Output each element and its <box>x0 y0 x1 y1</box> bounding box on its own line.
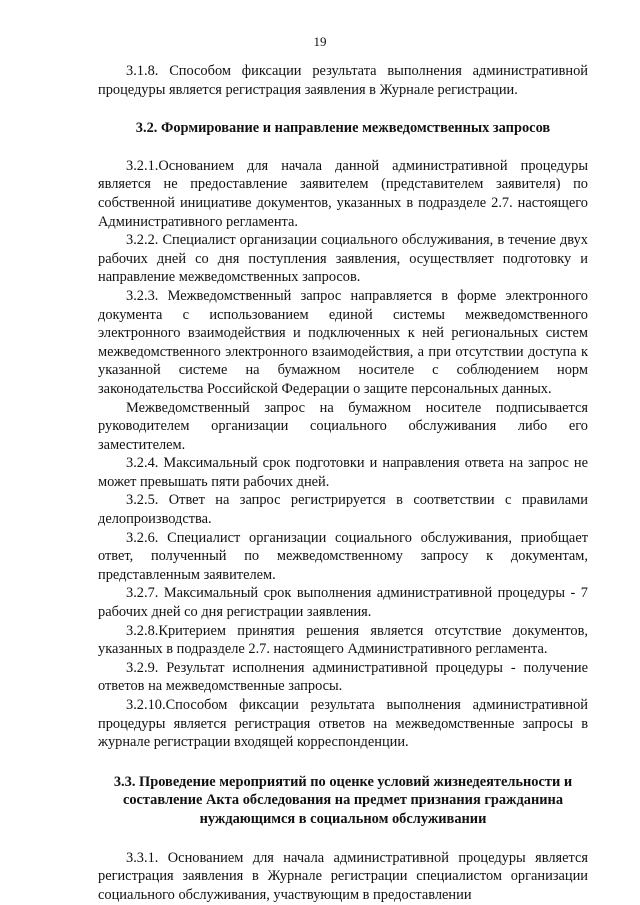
section-heading-3-3: 3.3. Проведение мероприятий по оценке условий жизнедеятельности и составление Акта обследования на предмет признания гражданина нуждающимся в социальном обслуживании <box>113 773 573 827</box>
paragraph-3-2-3: 3.2.3. Межведомственный запрос направляется в форме электронного документа с использованием единой системы межведомственного электронного взаимодействия и подключенных к ней региональных систем межведомственного электронного взаимодействия, а при отсутствии доступа к указанной системе на бумажном носителе с соблюдением норм законодательства Российской Федерации о защите персональных данных. <box>98 287 588 397</box>
page-number: 19 <box>313 34 327 49</box>
paragraph-3-2-6: 3.2.6. Специалист организации социального обслуживания, приобщает ответ, полученный по межведомственному запросу к документам, представленным заявителем. <box>98 529 588 583</box>
paragraph-3-2-1: 3.2.1.Основанием для начала данной административной процедуры является не предоставление заявителем (представителем заявителя) по собственной инициативе документов, указанных в подразделе 2.7. настоящего Административного регламента. <box>98 157 588 230</box>
document-body <box>98 62 588 904</box>
paragraph-paper-request: Межведомственный запрос на бумажном носителе подписывается руководителем организации социального обслуживания либо его заместителем. <box>98 399 588 453</box>
paragraph-3-2-9: 3.2.9. Результат исполнения административной процедуры - получение ответов на межведомственные запросы. <box>98 659 588 695</box>
section-heading-3-2: 3.2. Формирование и направление межведомственных запросов <box>135 120 551 137</box>
paragraph-3-2-4: 3.2.4. Максимальный срок подготовки и направления ответа на запрос не может превышать пяти рабочих дней. <box>98 455 588 490</box>
paragraph-3-2-2: 3.2.2. Специалист организации социального обслуживания, в течение двух рабочих дней со дня поступления заявления, осуществляет подготовку и направление межведомственных запросов. <box>98 232 588 286</box>
paragraph-3-2-10: 3.2.10.Способом фиксации результата выполнения административной процедуры является регистрация ответов на межведомственные запросы в журнале регистрации входящей корреспонденции. <box>98 697 588 751</box>
paragraph-3-2-5: 3.2.5. Ответ на запрос регистрируется в соответствии с правилами делопроизводства. <box>98 492 588 528</box>
paragraph-3-2-8: 3.2.8.Критерием принятия решения является отсутствие документов, указанных в подразделе 2.7. настоящего Административного регламента. <box>98 622 588 658</box>
paragraph-3-3-1: 3.3.1. Основанием для начала административной процедуры является регистрация заявления в Журнале регистрации специалистом организации социального обслуживания, участвующим в предоставлении <box>98 849 588 903</box>
paragraph-3-2-7: 3.2.7. Максимальный срок выполнения административной процедуры - 7 рабочих дней со дня регистрации заявления. <box>98 585 588 621</box>
paragraph-3-1-8: 3.1.8. Способом фиксации результата выполнения административной процедуры является регистрация заявления в Журнале регистрации. <box>98 63 588 98</box>
